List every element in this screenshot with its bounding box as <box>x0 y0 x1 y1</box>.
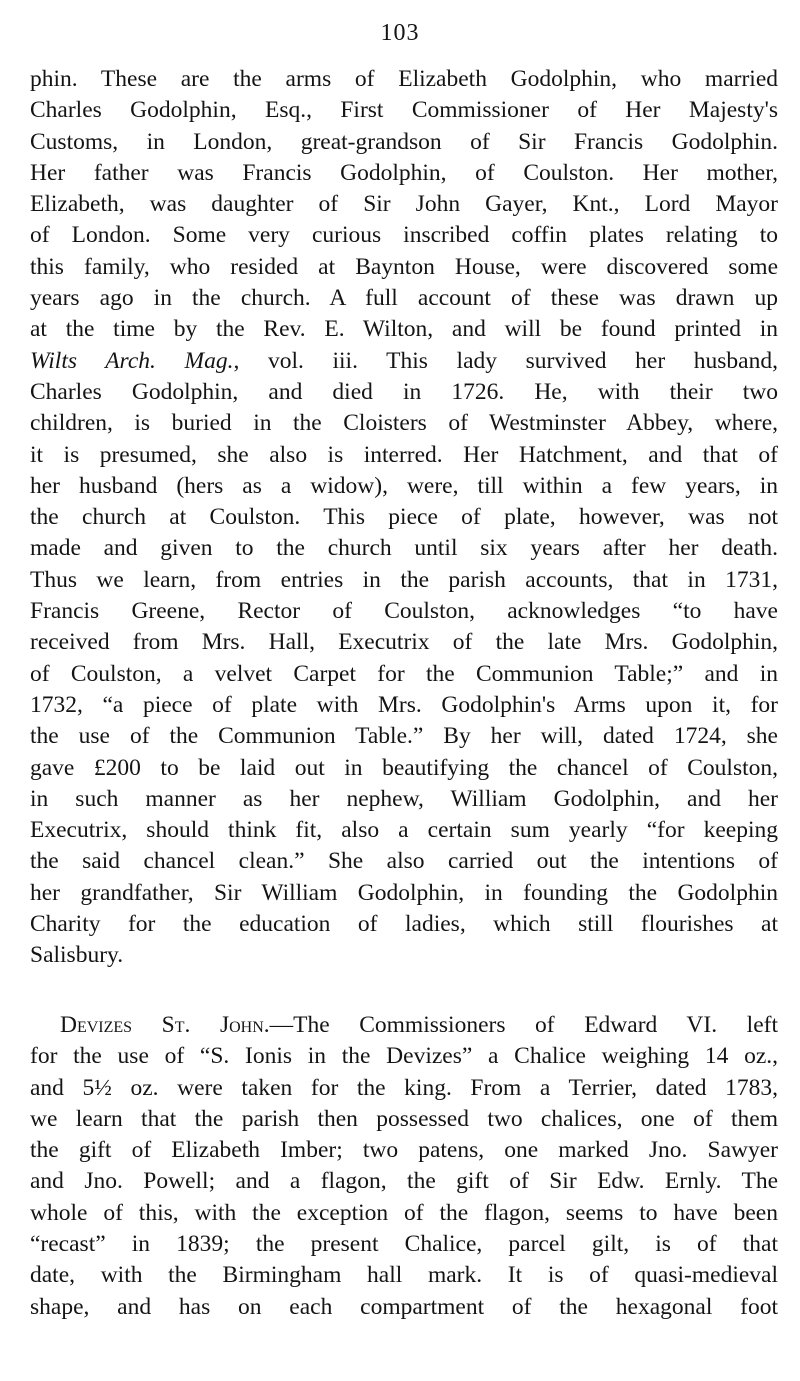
text-line: Her father was Francis Godolphin, of Coulston. Her mother, <box>30 159 778 186</box>
text-line: Customs, in London, great-grandson of Sir Francis Godolphin. <box>30 128 778 155</box>
paragraph-coulston <box>30 64 778 972</box>
text-line: her grandfather, Sir William Godolphin, in founding the Godolphin <box>30 879 778 906</box>
text-line: Charity for the education of ladies, which still flourishes at <box>30 911 778 938</box>
text-line: phin. These are the arms of Elizabeth Godolphin, who married <box>30 66 778 92</box>
text-line: children, is buried in the Cloisters of Westminster Abbey, where, <box>30 410 778 437</box>
text-line: “recast” in 1839; the present Chalice, parcel gilt, is of that <box>30 1231 778 1258</box>
section-heading: Devizes St. John. <box>60 1012 270 1038</box>
text-line: in such manner as her nephew, William Godolphin, and her <box>30 785 778 812</box>
text-line: received from Mrs. Hall, Executrix of the late Mrs. Godolphin, <box>30 629 778 656</box>
text-line: years ago in the church. A full account of these was drawn up <box>30 285 778 312</box>
journal-title-italic: Wilts Arch. Mag. <box>30 347 234 374</box>
text-line: it is presumed, she also is interred. Her Hatchment, and that of <box>30 441 778 468</box>
paragraph-first-line <box>30 1010 778 1041</box>
text-line: Charles Godolphin, Esq., First Commissioner of Her Majesty's <box>30 97 778 124</box>
text-line: the gift of Elizabeth Imber; two patens, one marked Jno. Sawyer <box>30 1137 778 1164</box>
paragraph-devizes-st-john <box>30 1010 778 1323</box>
text-line: gave £200 to be laid out in beautifying the chancel of Coulston, <box>30 754 778 781</box>
text-line: Executrix, should think fit, also a certain sum yearly “for keeping <box>30 817 778 844</box>
text-line: the use of the Communion Table.” By her will, dated 1724, she <box>30 723 778 750</box>
text-line: 1732, “a piece of plate with Mrs. Godolphin's Arms upon it, for <box>30 691 778 718</box>
text-line: date, with the Birmingham hall mark. It is of quasi-medieval <box>30 1262 778 1289</box>
text-line: her husband (hers as a widow), were, till within a few years, in <box>30 472 778 499</box>
text-line: of London. Some very curious inscribed coffin plates relating to <box>30 222 778 249</box>
text-line: the church at Coulston. This piece of plate, however, was not <box>30 504 778 531</box>
text-line: at the time by the Rev. E. Wilton, and will be found printed in <box>30 316 778 343</box>
text-line: for the use of “S. Ionis in the Devizes” a Chalice weighing 14 oz., <box>30 1043 778 1070</box>
text-line: the said chancel clean.” She also carried out the intentions of <box>30 848 778 875</box>
text-line: and Jno. Powell; and a flagon, the gift of Sir Edw. Ernly. The <box>30 1168 778 1195</box>
text-line: this family, who resided at Baynton House, were discovered some <box>30 253 778 280</box>
text-line: Salisbury. <box>30 942 124 969</box>
text-line: Francis Greene, Rector of Coulston, acknowledges “to have <box>30 598 778 625</box>
text-line-with-italic <box>30 346 778 377</box>
text-line: Thus we learn, from entries in the parish accounts, that in 1731, <box>30 566 778 593</box>
text-line: made and given to the church until six years after her death. <box>30 535 778 562</box>
text-line: shape, and has on each compartment of the hexagonal foot <box>30 1293 778 1320</box>
page-number: 103 <box>380 20 420 46</box>
text-line-rest: , vol. iii. This lady survived her husband, <box>233 347 778 374</box>
text-line-rest: —The Commissioners of Edward VI. left <box>269 1012 778 1038</box>
text-line: of Coulston, a velvet Carpet for the Communion Table;” and in <box>30 660 778 687</box>
text-line: we learn that the parish then possessed two chalices, one of them <box>30 1105 778 1132</box>
text-line: Elizabeth, was daughter of Sir John Gayer, Knt., Lord Mayor <box>30 191 778 218</box>
text-line: Charles Godolphin, and died in 1726. He, with their two <box>30 378 778 405</box>
text-line: and 5½ oz. were taken for the king. From a Terrier, dated 1783, <box>30 1074 778 1101</box>
text-line: whole of this, with the exception of the flagon, seems to have been <box>30 1199 778 1226</box>
